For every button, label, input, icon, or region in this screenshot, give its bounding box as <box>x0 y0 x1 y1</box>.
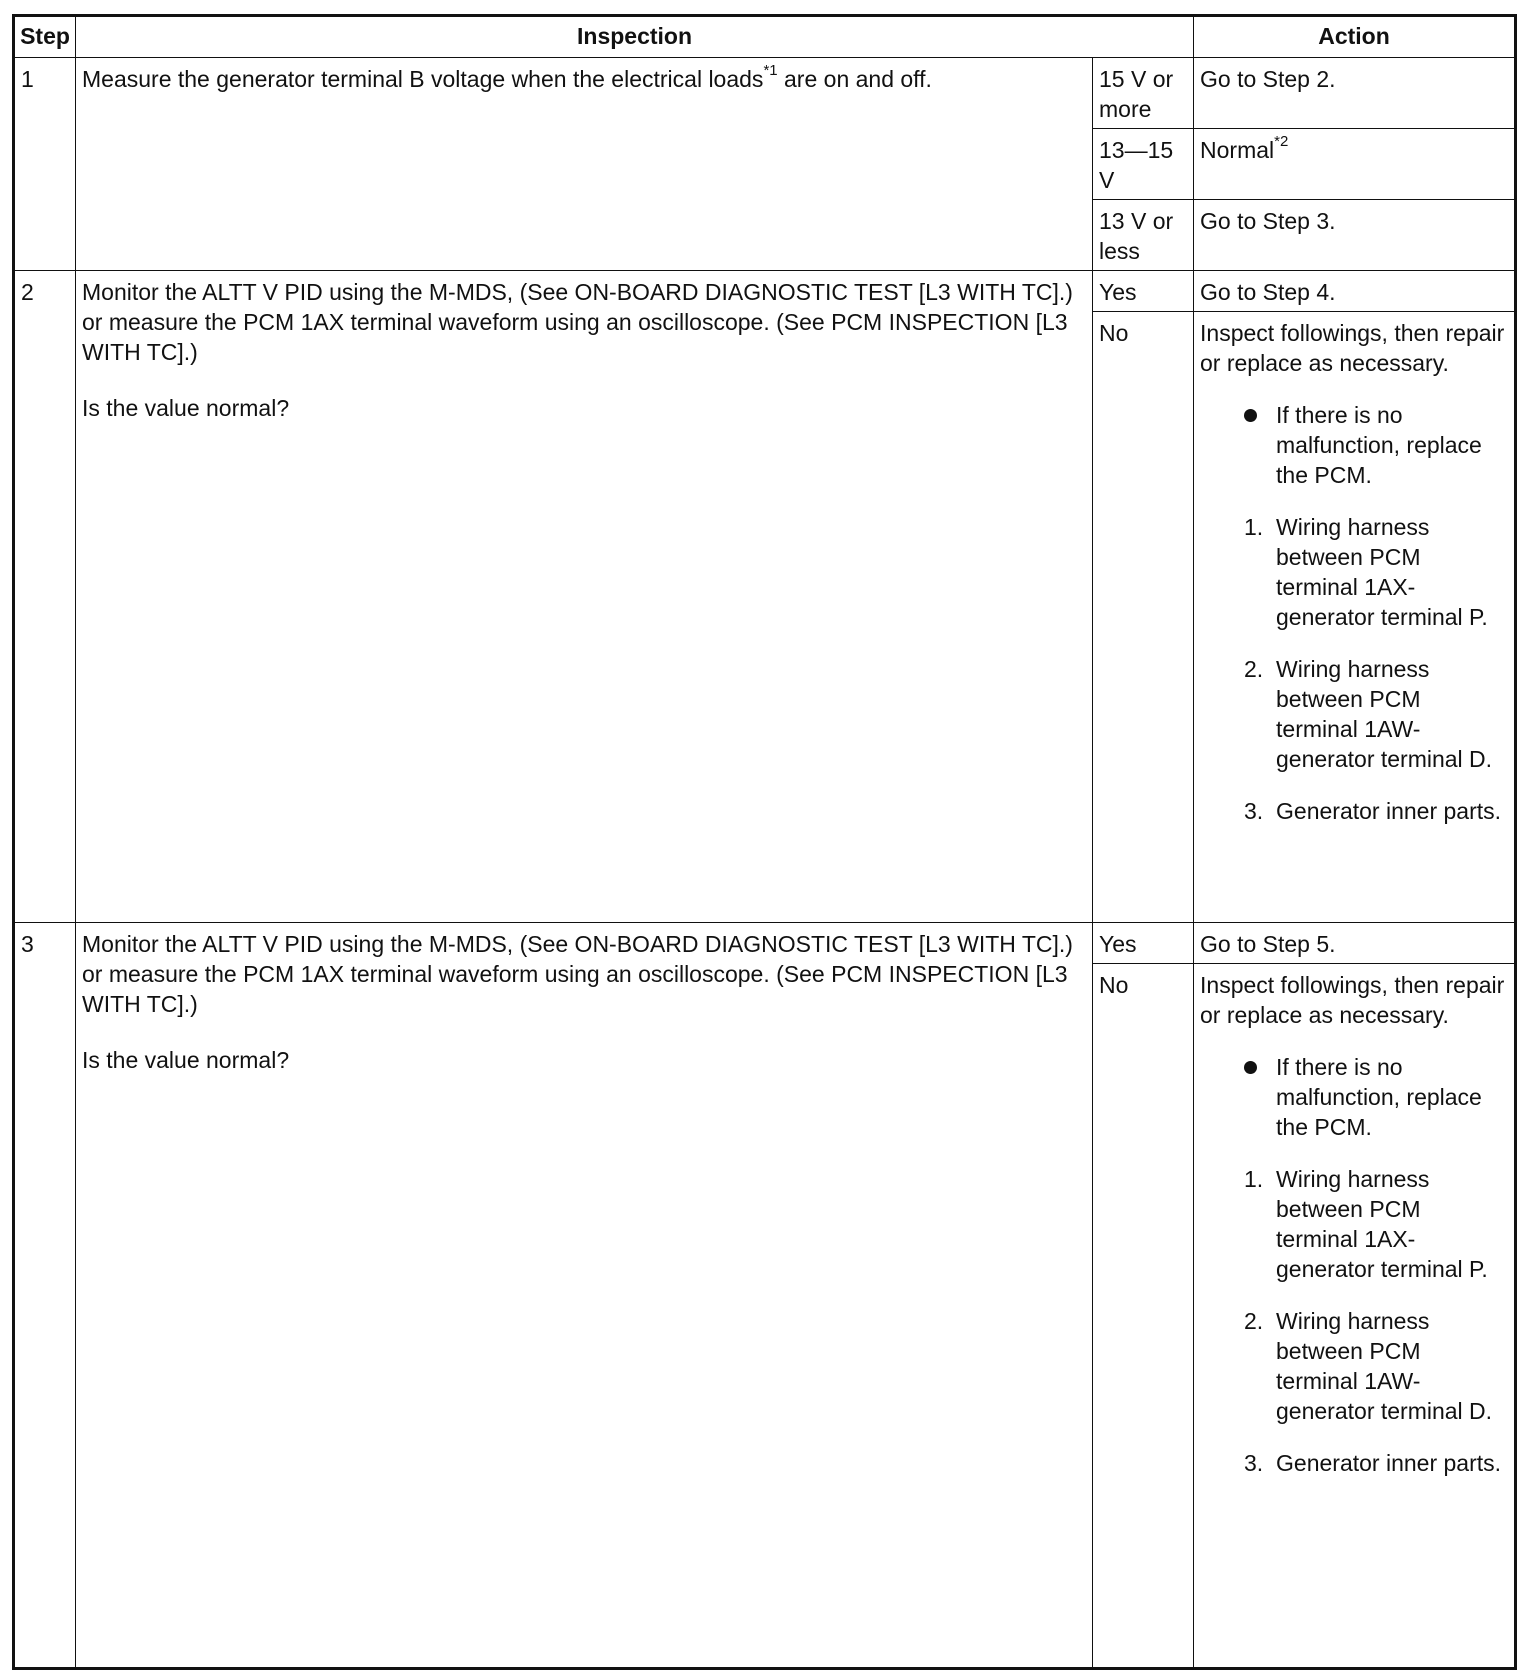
action-bullet-list <box>1200 1052 1508 1142</box>
inspection-question: Is the value normal? <box>82 395 290 421</box>
bullet-text: If there is no malfunction, replace the PCM. <box>1276 402 1482 488</box>
bullet-icon <box>1244 409 1257 422</box>
step-number: 1 <box>14 58 76 271</box>
list-item <box>1244 1052 1508 1142</box>
list-item <box>1244 1448 1508 1478</box>
list-item <box>1244 1164 1508 1284</box>
condition-cell: 13 V or less <box>1093 200 1194 271</box>
item-number: 2. <box>1244 1308 1264 1334</box>
action-cell <box>1194 129 1516 200</box>
inspection-paragraph: Monitor the ALTT V PID using the M-MDS, (See ON-BOARD DIAGNOSTIC TEST [L3 WITH TC].) or measure the PCM 1AX terminal waveform using an oscilloscope. (See PCM INSPECTION [L3 WITH TC].) <box>82 931 1073 1017</box>
item-number: 3. <box>1244 798 1264 824</box>
condition-cell: 13—15 V <box>1093 129 1194 200</box>
inspection-text <box>76 923 1093 1669</box>
list-item <box>1244 512 1508 632</box>
inspection-text-main: Measure the generator terminal B voltage when the electrical loads <box>82 66 764 92</box>
footnote-marker: *1 <box>763 62 778 80</box>
bullet-icon <box>1244 1061 1257 1074</box>
footnote-marker: *2 <box>1274 133 1289 151</box>
action-cell: Go to Step 5. <box>1194 923 1516 964</box>
inspection-paragraph: Monitor the ALTT V PID using the M-MDS, (See ON-BOARD DIAGNOSTIC TEST [L3 WITH TC].) or measure the PCM 1AX terminal waveform using an oscilloscope. (See PCM INSPECTION [L3 WITH TC].) <box>82 279 1073 365</box>
header-row <box>14 16 1516 58</box>
inspection-text <box>76 58 1093 271</box>
item-text: Generator inner parts. <box>1276 1450 1502 1476</box>
condition-cell: No <box>1093 964 1194 1669</box>
table-row <box>14 58 1516 129</box>
list-item <box>1244 400 1508 490</box>
step-number: 3 <box>14 923 76 1669</box>
item-text: Generator inner parts. <box>1276 798 1502 824</box>
diagnostic-table <box>12 14 1517 1670</box>
inspection-question: Is the value normal? <box>82 1047 290 1073</box>
action-text: Normal <box>1200 137 1275 163</box>
action-intro: Inspect followings, then repair or replace as necessary. <box>1200 972 1505 1028</box>
item-number: 2. <box>1244 656 1264 682</box>
action-intro: Inspect followings, then repair or replace as necessary. <box>1200 320 1505 376</box>
action-numbered-list <box>1200 1164 1508 1478</box>
inspection-text-tail: are on and off. <box>777 66 932 92</box>
action-cell <box>1194 312 1516 923</box>
item-text: Wiring harness between PCM terminal 1AW-generator terminal D. <box>1276 1308 1493 1424</box>
condition-cell: Yes <box>1093 923 1194 964</box>
action-cell: Go to Step 4. <box>1194 271 1516 312</box>
action-numbered-list <box>1200 512 1508 826</box>
item-number: 3. <box>1244 1450 1264 1476</box>
item-number: 1. <box>1244 1166 1264 1192</box>
condition-cell: 15 V or more <box>1093 58 1194 129</box>
table-row <box>14 923 1516 964</box>
header-step: Step <box>14 16 76 58</box>
table-row <box>14 271 1516 312</box>
list-item <box>1244 1306 1508 1426</box>
action-cell: Go to Step 3. <box>1194 200 1516 271</box>
inspection-text <box>76 271 1093 923</box>
item-text: Wiring harness between PCM terminal 1AX-generator terminal P. <box>1276 514 1488 630</box>
item-number: 1. <box>1244 514 1264 540</box>
item-text: Wiring harness between PCM terminal 1AX-generator terminal P. <box>1276 1166 1488 1282</box>
item-text: Wiring harness between PCM terminal 1AW-generator terminal D. <box>1276 656 1493 772</box>
list-item <box>1244 796 1508 826</box>
step-number: 2 <box>14 271 76 923</box>
action-cell: Go to Step 2. <box>1194 58 1516 129</box>
bullet-text: If there is no malfunction, replace the PCM. <box>1276 1054 1482 1140</box>
condition-cell: No <box>1093 312 1194 923</box>
header-action: Action <box>1194 16 1516 58</box>
header-inspection: Inspection <box>76 16 1194 58</box>
action-cell <box>1194 964 1516 1669</box>
action-bullet-list <box>1200 400 1508 490</box>
list-item <box>1244 654 1508 774</box>
condition-cell: Yes <box>1093 271 1194 312</box>
